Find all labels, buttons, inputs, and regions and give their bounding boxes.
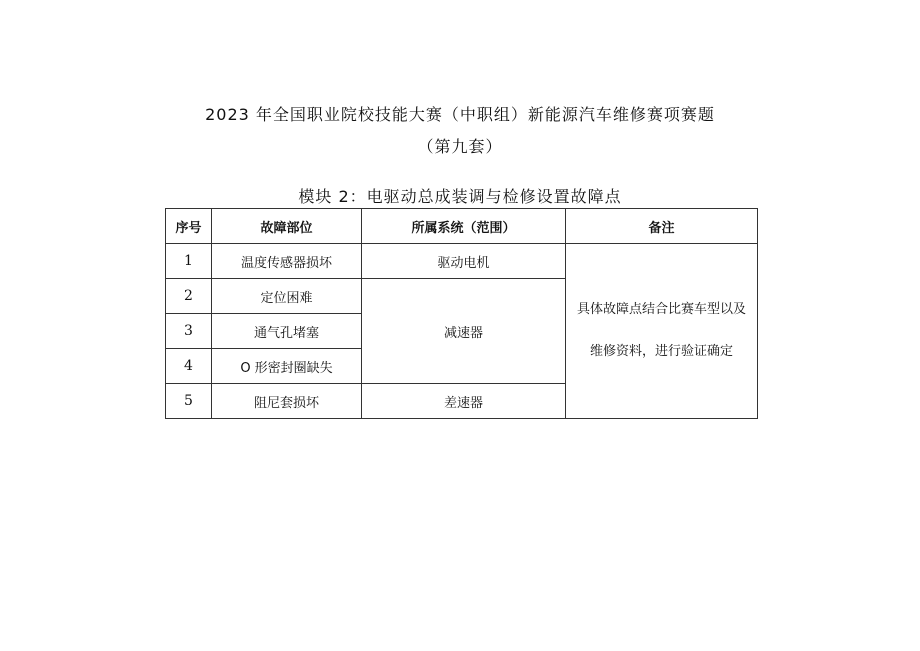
row-number: 1 <box>166 244 212 279</box>
note-line-1: 具体故障点结合比赛车型以及 <box>576 302 746 317</box>
row-number: 2 <box>166 279 212 314</box>
system-cell: 差速器 <box>362 384 566 419</box>
table-header-row <box>166 209 758 244</box>
column-header-no: 序号 <box>166 209 212 244</box>
fault-part: 通气孔堵塞 <box>212 314 362 349</box>
column-header-part: 故障部位 <box>212 209 362 244</box>
note-line-2: 维修资料，进行验证确定 <box>589 344 733 359</box>
fault-part: 温度传感器损坏 <box>212 244 362 279</box>
module-title: 模块 2：电驱动总成装调与检修设置故障点 <box>298 187 622 206</box>
fault-part: 定位困难 <box>212 279 362 314</box>
fault-table <box>165 208 758 419</box>
row-number: 5 <box>166 384 212 419</box>
document-subtitle: （第九套） <box>417 137 503 156</box>
row-number: 4 <box>166 349 212 384</box>
note-cell <box>566 244 758 419</box>
fault-part: 阻尼套损坏 <box>212 384 362 419</box>
table-row <box>166 244 758 279</box>
column-header-system: 所属系统（范围） <box>362 209 566 244</box>
system-cell: 减速器 <box>362 279 566 384</box>
row-number: 3 <box>166 314 212 349</box>
document-title: 2023 年全国职业院校技能大赛（中职组）新能源汽车维修赛项赛题 <box>205 105 715 124</box>
system-cell: 驱动电机 <box>362 244 566 279</box>
column-header-note: 备注 <box>566 209 758 244</box>
fault-part: O 形密封圈缺失 <box>212 349 362 384</box>
